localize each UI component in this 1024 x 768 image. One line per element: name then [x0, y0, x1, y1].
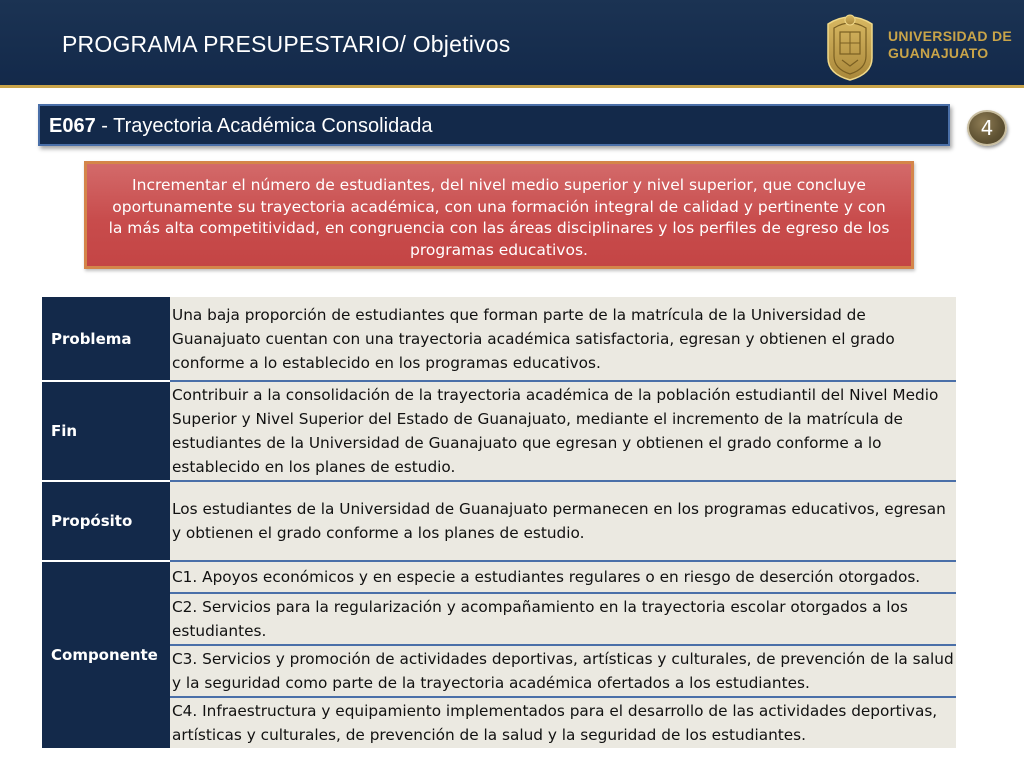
row-label: Fin: [42, 381, 170, 481]
table-row-proposito: [42, 481, 956, 561]
table-row-problema: [42, 297, 956, 381]
component-item: C4. Infraestructura y equipamiento implementados para el desarrollo de las actividades deportivas, artísticas y culturales, de prevención de la salud y la seguridad de los estudiantes.: [170, 697, 956, 748]
program-title: - Trayectoria Académica Consolidada: [95, 115, 433, 137]
header-band: [0, 0, 1024, 88]
table-row-componente-c3: [42, 645, 956, 697]
row-label: Componente: [42, 561, 170, 748]
table-row-componente-c1: [42, 561, 956, 593]
table-row-fin: [42, 381, 956, 481]
component-item: C1. Apoyos económicos y en especie a estudiantes regulares o en riesgo de deserción otorgados.: [170, 561, 956, 593]
page-number-badge: 4: [967, 110, 1007, 146]
component-item: C2. Servicios para la regularización y acompañamiento en la trayectoria escolar otorgados a los estudiantes.: [170, 593, 956, 645]
row-label: Propósito: [42, 481, 170, 561]
university-logo: [822, 8, 1022, 84]
logo-text-line2: GUANAJUATO: [888, 45, 989, 61]
program-code: E067: [49, 115, 96, 137]
component-item: C3. Servicios y promoción de actividades deportivas, artísticas y culturales, de prevención de la salud y la seguridad como parte de la trayectoria académica ofertados a los estudiantes.: [170, 645, 956, 697]
logo-text: [888, 28, 1022, 62]
university-seal-icon: [822, 8, 878, 82]
objectives-table: [42, 297, 956, 748]
objective-box: Incrementar el número de estudiantes, del nivel medio superior y nivel superior, que concluye oportunamente su trayectoria académica, con una formación integral de calidad y pertinente y con la más alta competitividad, en congruencia con las áreas disciplinares y los perfiles de egreso de los programas educativos.: [84, 161, 914, 269]
page-title: PROGRAMA PRESUPESTARIO/ Objetivos: [62, 31, 511, 57]
row-content: Una baja proporción de estudiantes que forman parte de la matrícula de la Universidad de Guanajuato cuentan con una trayectoria académica satisfactoria, egresan y obtienen el grado conforme a lo establecido en los programas educativos.: [170, 297, 956, 381]
row-content: Los estudiantes de la Universidad de Guanajuato permanecen en los programas educativos, egresan y obtienen el grado conforme a los planes de estudio.: [170, 481, 956, 561]
row-label: Problema: [42, 297, 170, 381]
logo-text-line1: UNIVERSIDAD DE: [888, 28, 1012, 44]
section-title-bar: [38, 104, 950, 146]
row-content: Contribuir a la consolidación de la trayectoria académica de la población estudiantil del Nivel Medio Superior y Nivel Superior del Estado de Guanajuato, mediante el incremento de la matrícula de estudiantes de la Universidad de Guanajuato que egresan y obtienen el grado conforme a lo establecido en los planes de estudio.: [170, 381, 956, 481]
table-row-componente-c2: [42, 593, 956, 645]
table-row-componente-c4: [42, 697, 956, 748]
